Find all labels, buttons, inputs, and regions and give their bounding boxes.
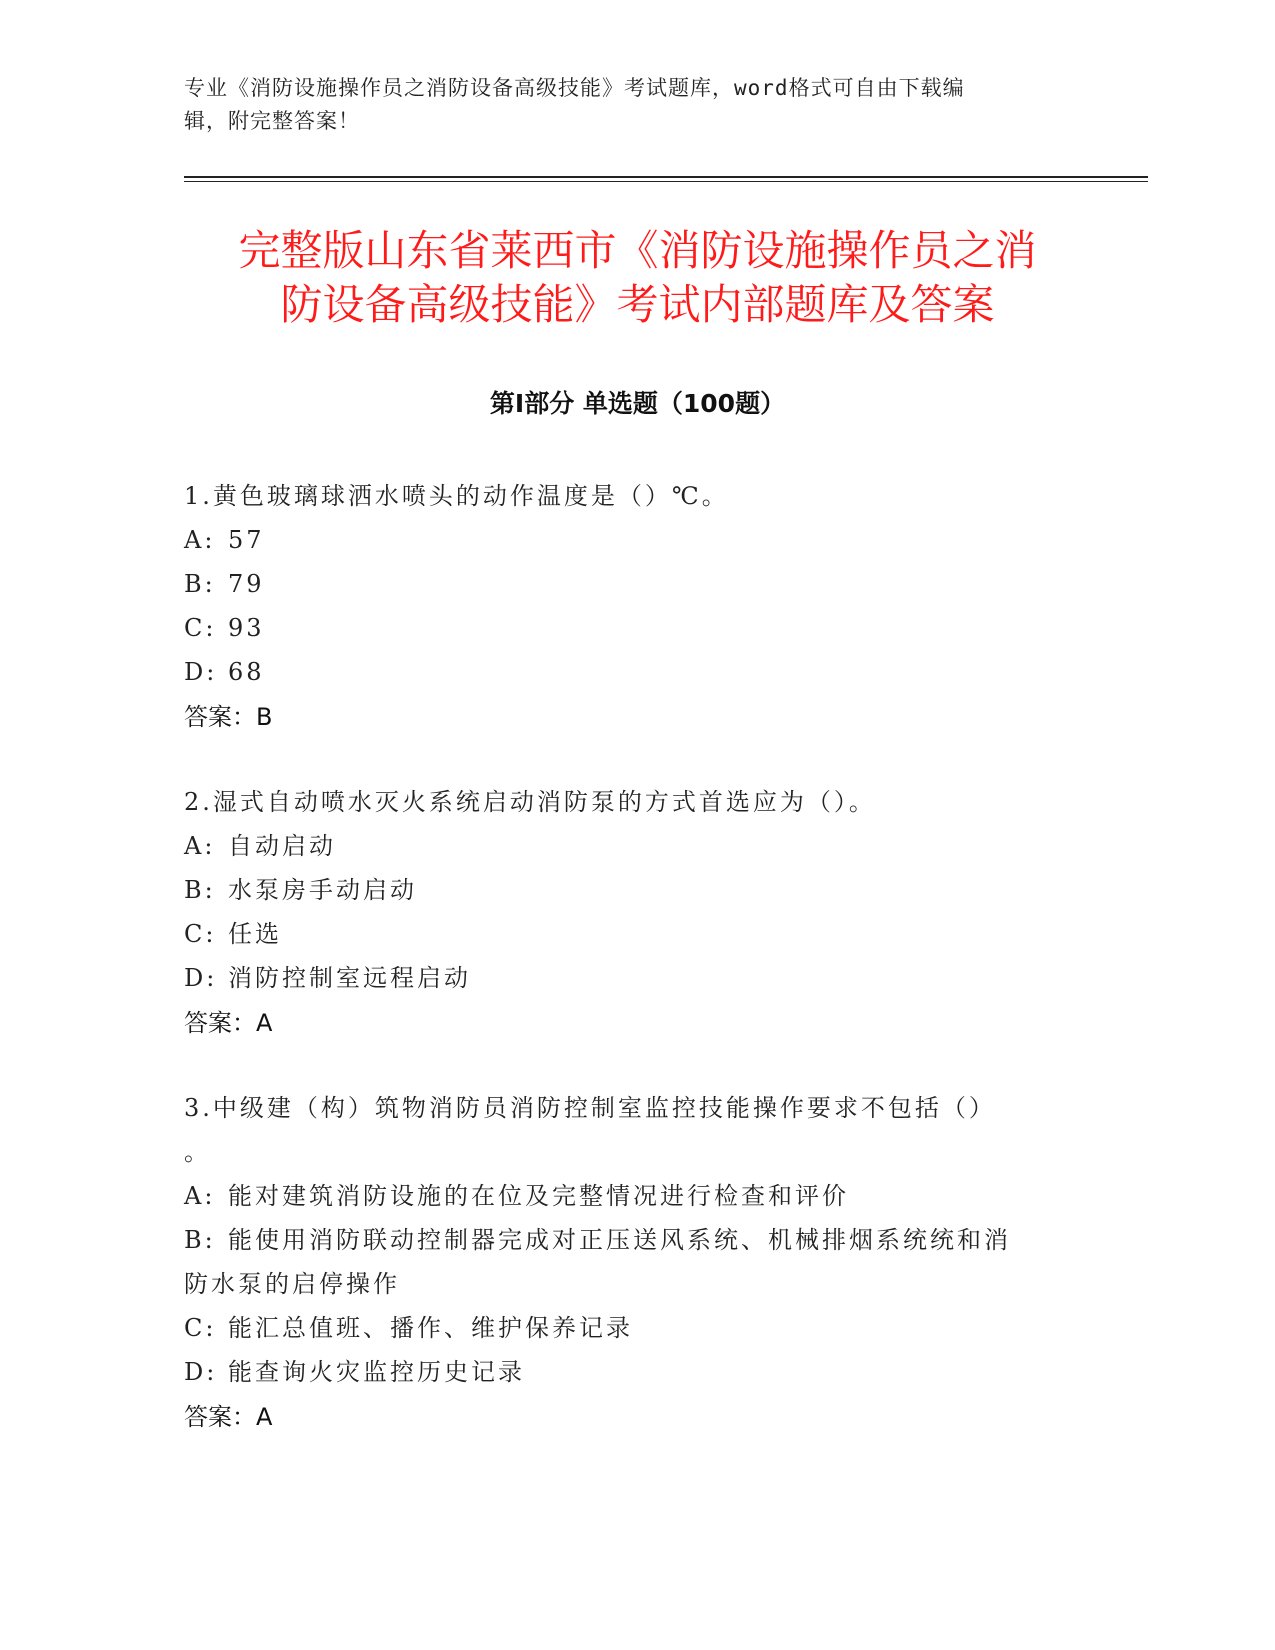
option-letter: A: — [184, 1182, 216, 1210]
option-letter: C: — [184, 614, 217, 642]
question-stem-continuation: 。 — [184, 1138, 211, 1166]
section-title: 第Ⅰ部分 单选题（100题） — [489, 389, 786, 418]
option-letter: B: — [184, 1226, 216, 1254]
question-stem: 2.湿式自动喷水灭火系统启动消防泵的方式首选应为（）。 — [184, 788, 876, 816]
option-text: 能汇总值班、播作、维护保养记录 — [228, 1314, 633, 1342]
answer-line: 答案：B — [184, 703, 273, 731]
option-b — [184, 562, 1084, 606]
option-a — [184, 1174, 1084, 1218]
option-text: 能查询火灾监控历史记录 — [228, 1358, 525, 1386]
answer-line: 答案：A — [184, 1403, 273, 1431]
option-letter: B: — [184, 876, 216, 904]
option-letter: D: — [184, 1358, 218, 1386]
option-letter: C: — [184, 920, 217, 948]
option-d — [184, 956, 1084, 1000]
option-text: 消防控制室远程启动 — [228, 964, 471, 992]
option-text: 任选 — [228, 920, 282, 948]
option-text: 79 — [228, 570, 265, 598]
option-text: 水泵房手动启动 — [228, 876, 417, 904]
document-title-line1: 完整版山东省莱西市《消防设施操作员之消 — [238, 226, 1037, 275]
option-b-continuation: 防水泵的启停操作 — [184, 1270, 400, 1298]
option-b — [184, 1218, 1084, 1262]
option-a — [184, 824, 1084, 868]
option-d — [184, 650, 1084, 694]
option-text: 93 — [228, 614, 265, 642]
option-d — [184, 1350, 1084, 1394]
question-2 — [184, 780, 1084, 1046]
option-letter: D: — [184, 658, 218, 686]
option-text: 能使用消防联动控制器完成对正压送风系统、机械排烟系统统和消 — [228, 1226, 1011, 1254]
option-text: 57 — [228, 526, 265, 554]
option-letter: B: — [184, 570, 216, 598]
option-letter: C: — [184, 1314, 217, 1342]
option-text: 68 — [228, 658, 265, 686]
question-1 — [184, 474, 1084, 740]
option-b — [184, 868, 1084, 912]
answer-line: 答案：A — [184, 1009, 273, 1037]
header-note-line1: 专业《消防设施操作员之消防设备高级技能》考试题库，word格式可自由下载编 — [184, 76, 965, 100]
header-rule-thick — [184, 176, 1148, 178]
option-letter: A: — [184, 526, 216, 554]
option-c — [184, 912, 1084, 956]
question-list — [184, 474, 1084, 1480]
question-stem: 1.黄色玻璃球洒水喷头的动作温度是（）℃。 — [184, 482, 729, 510]
option-c — [184, 1306, 1084, 1350]
header-note-line2: 辑，附完整答案！ — [184, 109, 360, 133]
header-note — [184, 72, 1084, 138]
header-rule-thin — [184, 181, 1148, 182]
question-stem: 3.中级建（构）筑物消防员消防控制室监控技能操作要求不包括（） — [184, 1094, 996, 1122]
question-3 — [184, 1086, 1084, 1440]
option-text: 自动启动 — [228, 832, 336, 860]
option-letter: A: — [184, 832, 216, 860]
document-title — [150, 224, 1125, 332]
option-a — [184, 518, 1084, 562]
document-title-line2: 防设备高级技能》考试内部题库及答案 — [280, 280, 995, 329]
option-c — [184, 606, 1084, 650]
option-letter: D: — [184, 964, 218, 992]
option-text: 能对建筑消防设施的在位及完整情况进行检查和评价 — [228, 1182, 849, 1210]
